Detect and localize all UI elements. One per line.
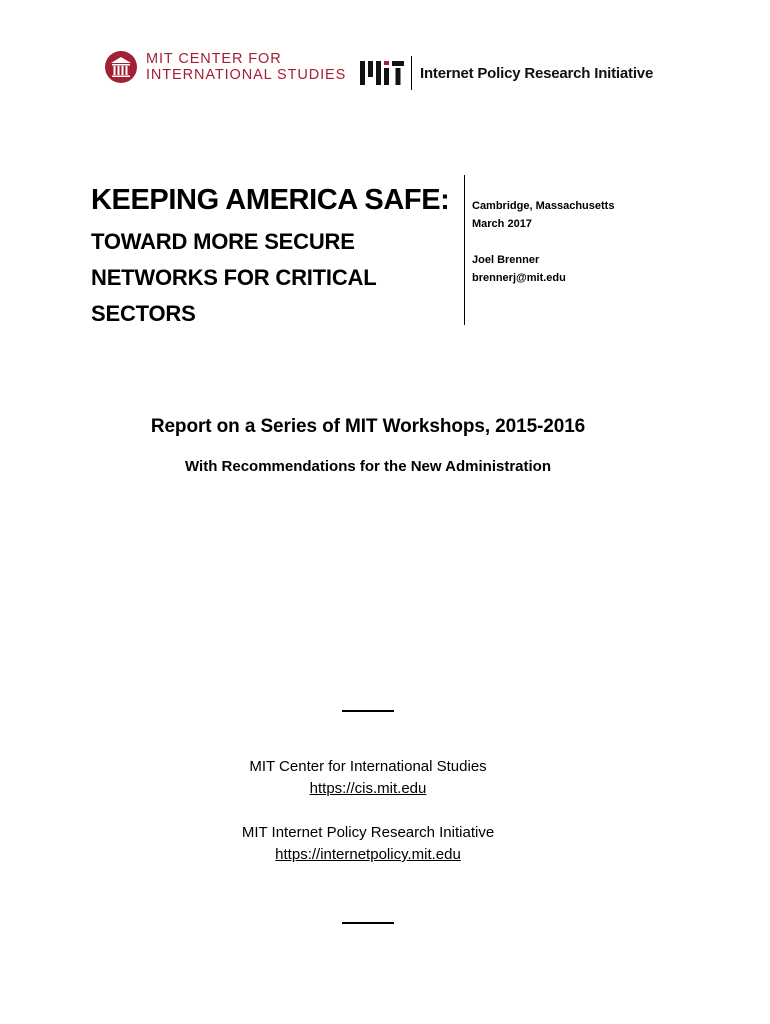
ipri-logo — [360, 56, 653, 90]
location: Cambridge, Massachusetts — [472, 200, 615, 212]
sub-title-line: SECTORS — [91, 301, 196, 326]
cis-logo-line1: MIT CENTER FOR — [146, 51, 282, 67]
meta-spacer — [472, 233, 614, 251]
org-cis — [0, 756, 736, 800]
mit-logo-icon — [360, 57, 404, 89]
author-email: brennerj@mit.edu — [472, 272, 566, 284]
vertical-divider — [464, 175, 465, 325]
separator-line — [342, 922, 394, 924]
sub-title-line: TOWARD MORE SECURE — [91, 229, 355, 254]
org-ipri — [0, 822, 736, 866]
cis-logo-text — [146, 51, 346, 83]
title-block — [91, 180, 461, 332]
sub-title-line: NETWORKS FOR CRITICAL — [91, 265, 377, 290]
ipri-logo-text: Internet Policy Research Initiative — [420, 64, 654, 82]
meta-block — [472, 197, 614, 287]
report-subtitle: With Recommendations for the New Administration — [185, 458, 551, 475]
separator-line — [342, 710, 394, 712]
author: Joel Brenner — [472, 254, 540, 266]
org-name: MIT Center for International Studies — [249, 758, 487, 775]
sub-title — [91, 224, 461, 332]
building-columns-icon — [104, 50, 138, 84]
org-name: MIT Internet Policy Research Initiative — [241, 824, 495, 841]
cis-logo — [104, 50, 346, 84]
logo-divider — [411, 56, 412, 90]
date: March 2017 — [472, 218, 532, 230]
cis-logo-line2: INTERNATIONAL STUDIES — [146, 67, 347, 83]
report-title: Report on a Series of MIT Workshops, 2015-2016 — [150, 416, 586, 437]
main-title: KEEPING AMERICA SAFE: — [91, 184, 450, 216]
svg-text:MIT: MIT — [360, 57, 362, 58]
org-link[interactable]: https://internetpolicy.mit.edu — [275, 846, 461, 863]
org-link[interactable]: https://cis.mit.edu — [309, 780, 427, 797]
